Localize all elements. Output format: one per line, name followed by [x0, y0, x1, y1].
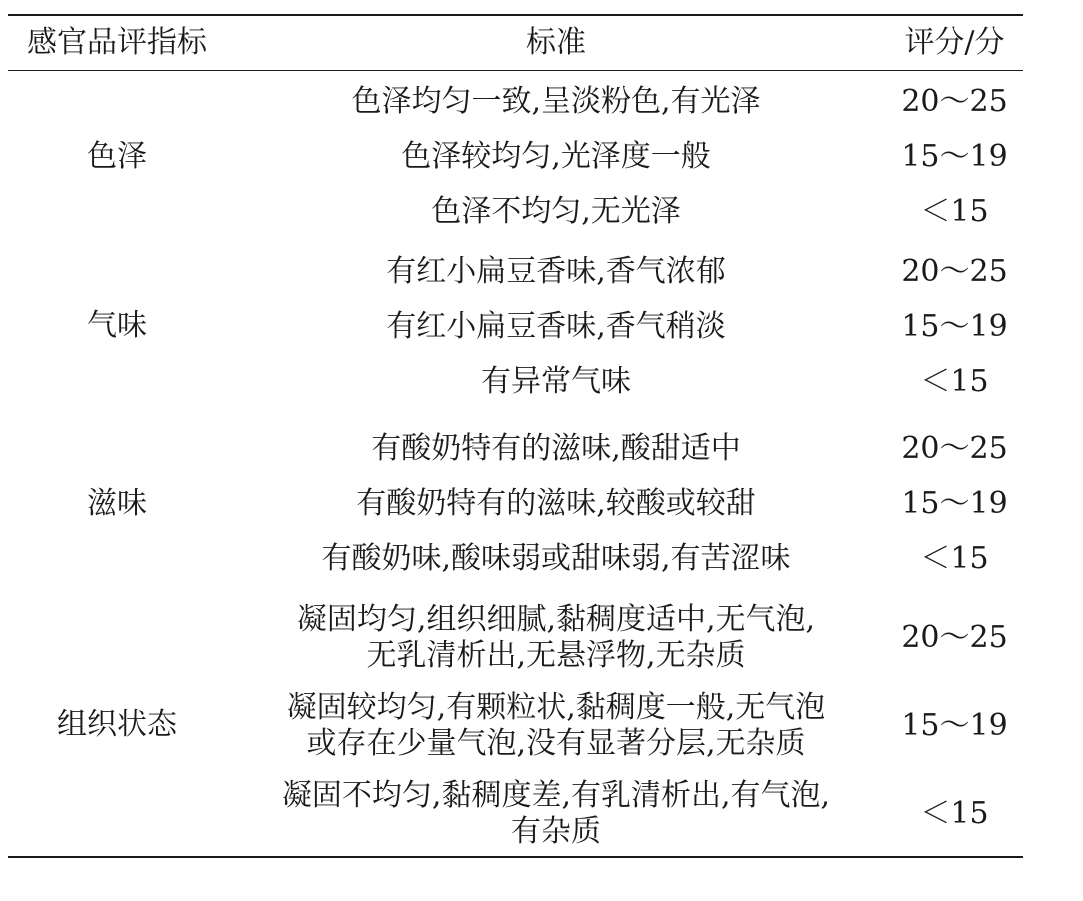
standard-cell: 有酸奶特有的滋味,较酸或较甜 — [356, 486, 756, 521]
standard-cell — [226, 776, 886, 852]
standard-cell: 有异常气味 — [481, 364, 631, 399]
score-cell: 15～19 — [901, 139, 1008, 174]
indicator-taste: 滋味 — [87, 486, 147, 521]
standard-line: 凝固较均匀,有颗粒状,黏稠度一般,无气泡 — [286, 690, 826, 725]
score-cell: 20～25 — [901, 254, 1008, 289]
score-cell: 15～19 — [901, 486, 1008, 521]
standard-cell: 有红小扁豆香味,香气浓郁 — [386, 254, 726, 289]
standard-line: 凝固不均匀,黏稠度差,有乳清析出,有气泡, — [281, 778, 831, 813]
indicator-texture: 组织状态 — [57, 707, 177, 742]
header-standard: 标准 — [526, 25, 586, 60]
standard-cell: 有酸奶特有的滋味,酸甜适中 — [371, 431, 741, 466]
indicator-color: 色泽 — [87, 139, 147, 174]
indicator-smell: 气味 — [87, 308, 147, 343]
score-cell: 20～25 — [901, 431, 1008, 466]
standard-line: 凝固均匀,组织细腻,黏稠度适中,无气泡, — [296, 602, 816, 637]
standard-line: 或存在少量气泡,没有显著分层,无杂质 — [306, 726, 806, 761]
score-cell: 15～19 — [901, 708, 1008, 743]
standard-cell: 色泽不均匀,无光泽 — [431, 194, 681, 229]
standard-line: 无乳清析出,无悬浮物,无杂质 — [366, 638, 746, 673]
header-rule — [8, 70, 1023, 71]
score-cell: 20～25 — [901, 84, 1008, 119]
score-cell: ＜15 — [920, 364, 989, 399]
score-cell: ＜15 — [920, 541, 989, 576]
score-cell: 20～25 — [901, 620, 1008, 655]
standard-cell — [226, 688, 886, 764]
bottom-rule — [8, 856, 1023, 858]
standard-cell — [226, 600, 886, 676]
header-score: 评分/分 — [904, 25, 1005, 60]
score-cell: ＜15 — [920, 796, 989, 831]
standard-cell: 有红小扁豆香味,香气稍淡 — [386, 309, 726, 344]
standard-cell: 色泽较均匀,光泽度一般 — [401, 139, 711, 174]
standard-cell: 有酸奶味,酸味弱或甜味弱,有苦涩味 — [321, 541, 791, 576]
standard-line: 有杂质 — [511, 814, 601, 849]
score-cell: 15～19 — [901, 309, 1008, 344]
standard-cell: 色泽均匀一致,呈淡粉色,有光泽 — [351, 84, 761, 119]
header-indicator: 感官品评指标 — [27, 25, 207, 60]
score-cell: ＜15 — [920, 194, 989, 229]
